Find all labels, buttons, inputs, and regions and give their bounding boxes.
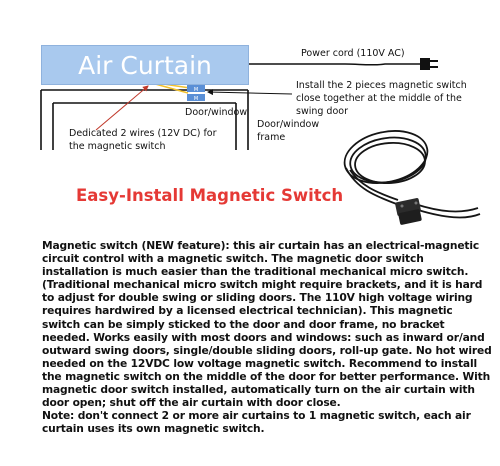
door-window-label: Door/window xyxy=(185,107,248,118)
install-arrow xyxy=(208,92,292,94)
install-note-line: swing door xyxy=(296,106,348,117)
install-note-line: Install the 2 pieces magnetic switch xyxy=(296,80,467,91)
description-paragraph: Magnetic switch (NEW feature): this air curtain has an electrical-magnetic circuit control with a magnetic switch. The magnetic door switch installation is much easier than the traditional mechanical micro switch. (Traditional mechanical micro switch might require brackets, and it is hard to adjust for double swing or sliding doors. The 110V high voltage wiring requires hardwired by a licensed electrical technician). This magnetic switch can be simply sticked to the door and door frame, no bracket needed. Works easily with most doors and windows: such as inward or/and outward swing doors, single/double sliding doors, roll-up gate. No hot wired needed on the 12VDC low voltage magnetic switch. Recommend to install the magnetic switch on the middle of the door for better performance. With magnetic door switch installed, automatically turn on the air curtain with door open; shut off the air curtain with door close. xyxy=(42,239,492,410)
headline: Easy-Install Magnetic Switch xyxy=(76,186,344,205)
description-block xyxy=(42,239,492,435)
note-paragraph: Note: don't connect 2 or more air curtains to 1 magnetic switch, each air curtain uses its own magnetic switch. xyxy=(42,409,471,436)
frame-label-line: frame xyxy=(257,132,286,143)
frame-label-line: Door/window xyxy=(257,119,320,130)
switch-marker-bottom: M xyxy=(193,96,199,102)
switch-marker-top: M xyxy=(193,87,199,93)
wires-arrow xyxy=(96,86,148,130)
install-note-line: close together at the middle of the xyxy=(296,93,462,104)
power-plug-icon xyxy=(420,58,438,70)
wires-label-line: Dedicated 2 wires (12V DC) for xyxy=(69,128,217,139)
switch-block-photo xyxy=(395,198,422,225)
air-curtain-unit: Air Curtain xyxy=(41,45,249,85)
power-cord xyxy=(247,64,420,65)
power-cord-label: Power cord (110V AC) xyxy=(301,48,405,59)
wires-label-line: the magnetic switch xyxy=(69,141,166,152)
